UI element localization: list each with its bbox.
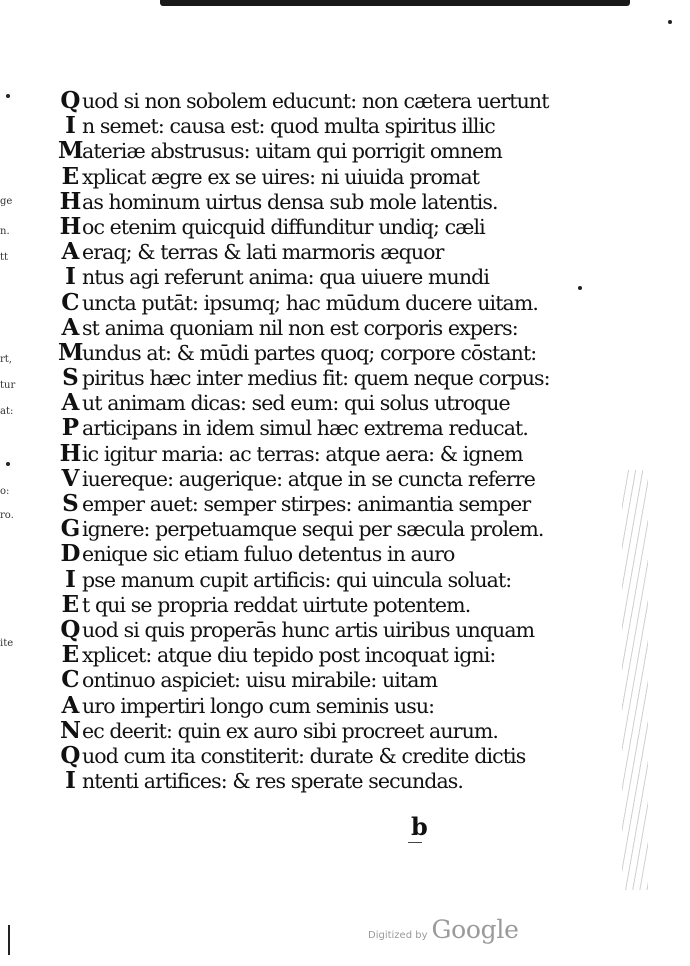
verse-line [58,164,558,189]
gutter-mark: at: [0,406,14,417]
digitization-watermark [368,915,519,944]
line-text: oc etenim quicquid diffunditur undiq; cæli [82,214,485,239]
line-initial: E [61,641,79,669]
line-text: uod cum ita constiterit: durate & credite dictis [82,743,526,768]
line-initial: E [61,590,79,618]
line-text: ntus agi referunt anima: qua uiuere mundi [82,265,490,290]
ink-speck [668,20,672,24]
line-text: articipans in idem simul hæc extrema reducat. [82,416,528,441]
verse-line [58,592,558,617]
ink-speck [6,462,10,466]
gutter-mark: ro. [0,510,14,521]
gutter-mark: ge [0,196,13,207]
line-initial: A [61,313,79,341]
verse-line [58,315,558,340]
verse-line [58,718,558,743]
verse-line [58,365,558,390]
line-initial: H [59,187,81,215]
line-initial: A [61,691,79,719]
verse-line [58,642,558,667]
line-text: uod si non sobolem educunt: non cætera uertunt [82,89,549,113]
verse-line [58,189,558,214]
line-initial: A [61,389,79,417]
line-text: ontinuo aspiciet: uisu mirabile: uitam [82,668,438,693]
line-initial: I [65,112,75,140]
verse-line [58,138,558,163]
gutter-mark: n. [0,226,10,237]
line-text: uod si quis properās hunc artis uiribus unquam [82,617,535,642]
line-text: ignere: perpetuamque sequi per sæcula prolem. [82,517,544,542]
verse-line [58,466,558,491]
line-initial: Q [60,615,80,643]
verse-line [58,617,558,642]
line-initial: H [59,439,81,467]
line-text: ec deerit: quin ex auro sibi procreet aurum. [82,718,499,743]
line-text: ut animam dicas: sed eum: qui solus utroque [82,391,510,416]
line-initial: I [65,263,75,291]
verse-line [58,441,558,466]
line-text: pse manum cupit artificis: qui uincula soluat: [82,567,512,592]
line-initial: S [62,364,78,392]
gutter-mark: rt, [0,354,12,365]
line-text: iuereque: augerique: atque in se cuncta referre [82,466,535,491]
line-initial: E [61,162,79,190]
line-initial: M [58,338,83,366]
line-initial: D [60,540,80,568]
signature-mark: b [411,812,428,841]
verse-line [58,113,558,138]
verse-line [58,516,558,541]
page-edge-shading [622,470,648,890]
line-text: ic igitur maria: ac terras: atque aera: & ignem [82,441,523,466]
gutter-mark: o: [0,486,10,497]
gutter-mark: tur [0,380,16,391]
line-text: xplicet: atque diu tepido post incoquat igni: [82,643,496,668]
line-text: as hominum uirtus densa sub mole latentis. [82,189,498,214]
verse-line [58,768,558,793]
line-initial: V [61,464,79,492]
line-text: uro impertiri longo cum seminis usu: [82,693,435,718]
ink-speck [6,94,10,98]
line-initial: Q [60,741,80,769]
line-text: piritus hæc inter medius fit: quem neque corpus: [82,366,550,391]
line-initial: P [61,414,79,442]
line-initial: C [61,666,79,694]
line-initial: H [59,212,81,240]
digitized-by-text: Digitized by [368,930,428,941]
google-logo: Google [431,915,519,944]
gutter-mark: ite [0,638,14,649]
verse-line [58,214,558,239]
line-initial: G [60,515,80,543]
verse-line [58,390,558,415]
verse-line [58,743,558,768]
line-initial: A [61,238,79,266]
verse-line [58,491,558,516]
line-text: ateriæ abstrusus: uitam qui porrigit omnem [82,139,502,164]
verse-line [58,88,558,113]
line-initial: M [58,137,83,165]
gutter-mark: tt [0,252,9,263]
line-text: eraq; & terras & lati marmoris æquor [82,240,444,265]
signature-underline [408,842,422,843]
line-initial: Q [60,87,80,114]
verse-line [58,693,558,718]
verse-line [58,290,558,315]
gutter-rule [8,925,10,955]
verse-line [58,264,558,289]
line-initial: N [59,716,81,744]
line-text: ntenti artifices: & res sperate secundas. [82,769,464,794]
line-text: enique sic etiam fuluo detentus in auro [82,542,455,567]
ink-speck [578,286,582,290]
line-text: emper auet: semper stirpes: animantia semper [82,492,531,516]
line-initial: C [61,288,79,316]
verse-line [58,239,558,264]
verse-line [58,340,558,365]
top-margin-rule [160,0,630,6]
line-text: n semet: causa est: quod multa spiritus illic [82,114,495,139]
line-initial: I [65,565,75,593]
line-initial: I [65,767,75,795]
line-text: uncta putāt: ipsumq; hac mūdum ducere uitam. [82,290,539,315]
line-text: xplicat ægre ex se uires: ni uiuida promat [82,164,480,189]
line-text: t qui se propria reddat uirtute potentem. [82,592,471,617]
line-text: undus at: & mūdi partes quoq; corpore cōstant: [82,340,537,365]
verse-line [58,415,558,440]
verse-line [58,541,558,566]
line-initial: S [62,490,78,517]
line-text: st anima quoniam nil non est corporis expers: [82,315,518,340]
verse-line [58,567,558,592]
verse-block [58,88,558,793]
verse-line [58,667,558,692]
